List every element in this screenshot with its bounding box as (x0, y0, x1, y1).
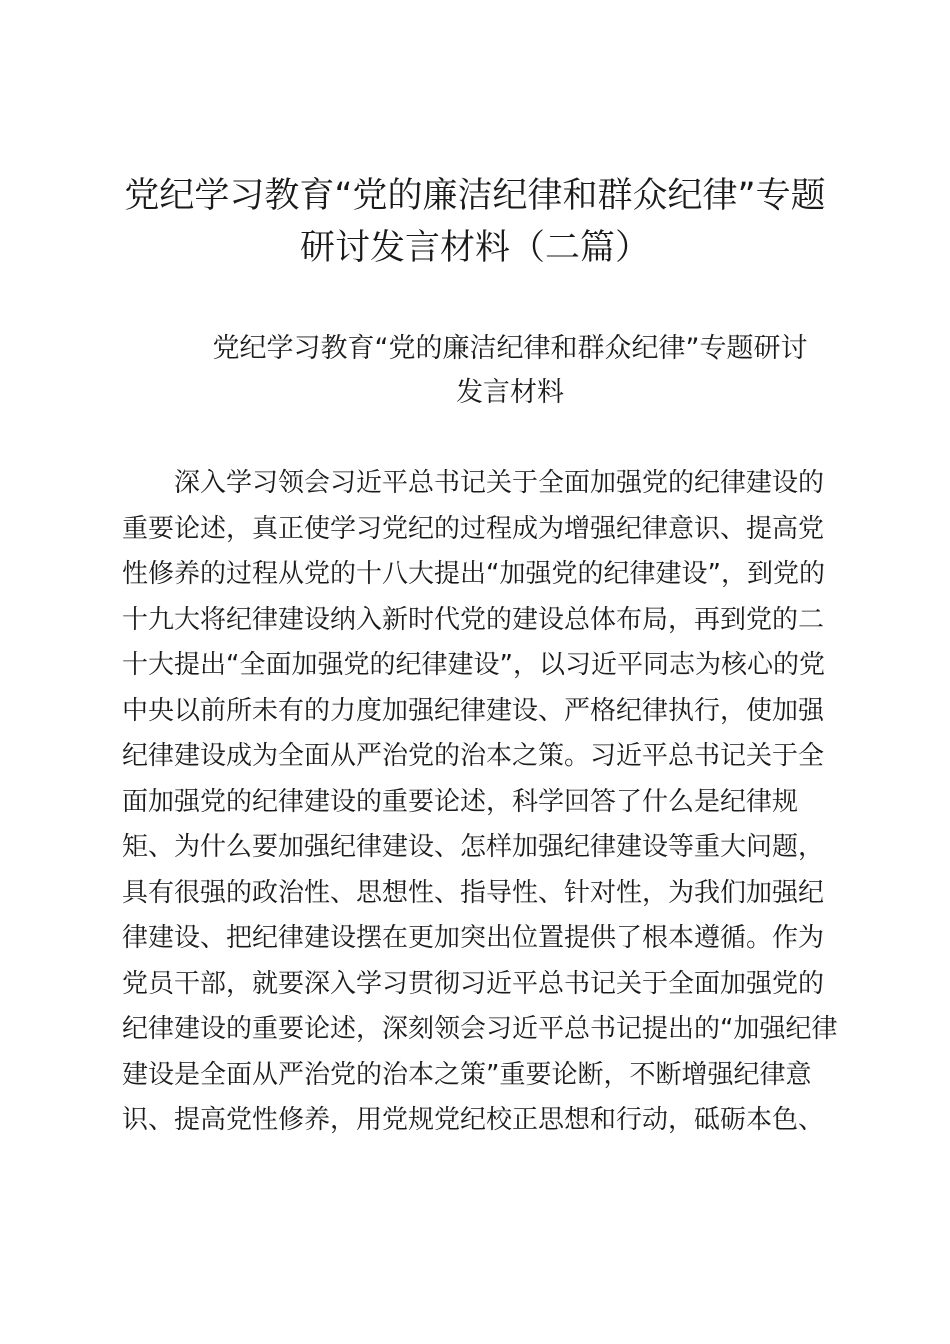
paragraph-line: 识、提高党性修养，用党规党纪校正思想和行动，砥砺本色、 (122, 1105, 825, 1135)
title-line-1: 党纪学习教育“党的廉洁纪律和群众纪律”专题 (124, 176, 826, 216)
paragraph-line: 纪律建设的重要论述，深刻领会习近平总书记提出的“加强纪律 (122, 1014, 838, 1044)
document-subtitle (150, 327, 870, 415)
paragraph-line: 重要论述，真正使学习党纪的过程成为增强纪律意识、提高党 (122, 513, 825, 544)
subtitle-line-1: 党纪学习教育“党的廉洁纪律和群众纪律”专题研讨 (212, 333, 808, 364)
paragraph-line: 十大提出“全面加强党的纪律建设”，以习近平同志为核心的党 (122, 650, 825, 680)
document-title (100, 170, 850, 274)
paragraph-line: 纪律建设成为全面从严治党的治本之策。习近平总书记关于全 (122, 741, 825, 771)
paragraph-line: 律建设、把纪律建设摆在更加突出位置提供了根本遵循。作为 (122, 923, 825, 953)
paragraph-line: 性修养的过程从党的十八大提出“加强党的纪律建设”，到党的 (122, 559, 825, 589)
paragraph-line: 十九大将纪律建设纳入新时代党的建设总体布局，再到党的二 (122, 604, 825, 635)
body-paragraph (122, 461, 842, 1144)
paragraph-line: 深入学习领会习近平总书记关于全面加强党的纪律建设的 (174, 468, 825, 498)
paragraph-line: 建设是全面从严治党的治本之策”重要论断，不断增强纪律意 (122, 1059, 812, 1090)
title-line-2: 研讨发言材料（二篇） (299, 228, 650, 268)
paragraph-line: 具有很强的政治性、思想性、指导性、针对性，为我们加强纪 (122, 877, 825, 908)
paragraph-line: 党员干部，就要深入学习贯彻习近平总书记关于全面加强党的 (122, 968, 825, 999)
paragraph-line: 中央以前所未有的力度加强纪律建设、严格纪律执行，使加强 (122, 695, 825, 726)
paragraph-line: 矩、为什么要加强纪律建设、怎样加强纪律建设等重大问题， (122, 832, 825, 862)
subtitle-line-2: 发言材料 (456, 377, 564, 408)
paragraph-line: 面加强党的纪律建设的重要论述，科学回答了什么是纪律规 (122, 786, 799, 817)
